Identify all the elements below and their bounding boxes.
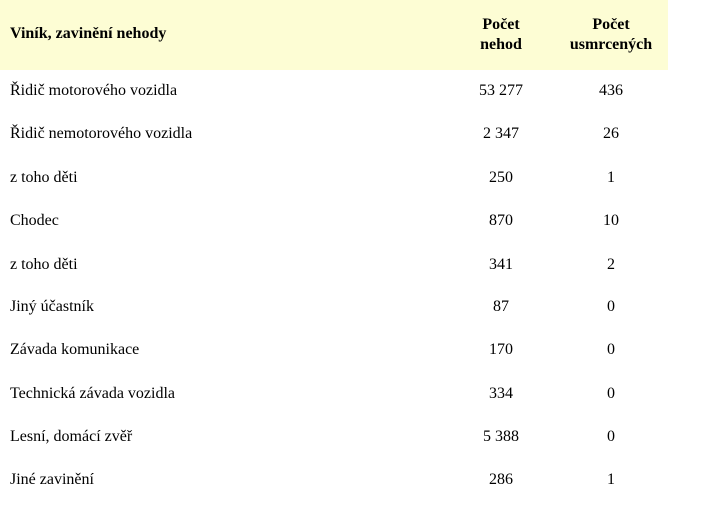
header-death-count-line1: Počet [592, 16, 630, 33]
row-label: Chodec [10, 212, 59, 229]
row-accidents: 87 [493, 298, 509, 315]
row-deaths: 1 [607, 471, 615, 488]
row-accidents: 286 [489, 471, 513, 488]
header-death-count [556, 15, 666, 55]
header-accident-count-line1: Počet [482, 16, 520, 33]
row-deaths: 0 [607, 428, 615, 445]
row-accidents: 341 [489, 256, 513, 273]
table-header [0, 0, 668, 70]
table-row [0, 335, 668, 365]
row-label: Jiné zavinění [10, 471, 94, 488]
table-row [0, 76, 668, 106]
row-deaths: 0 [607, 385, 615, 402]
row-accidents: 250 [489, 169, 513, 186]
header-culprit: Viník, zavinění nehody [10, 25, 167, 42]
row-deaths: 10 [603, 212, 619, 229]
table-row [0, 250, 668, 280]
table-row [0, 379, 668, 409]
row-label: Technická závada vozidla [10, 385, 176, 402]
row-deaths: 26 [603, 125, 619, 142]
row-deaths: 2 [607, 256, 615, 273]
row-deaths: 436 [599, 82, 623, 99]
row-label: z toho děti [10, 256, 78, 273]
header-accident-count-line2: nehod [480, 36, 522, 53]
row-accidents: 170 [489, 341, 513, 358]
row-label: Lesní, domácí zvěř [10, 428, 133, 445]
table-row [0, 206, 668, 236]
table-row [0, 465, 668, 495]
row-accidents: 870 [489, 212, 513, 229]
row-label: Řidič nemotorového vozidla [10, 125, 193, 142]
row-deaths: 1 [607, 169, 615, 186]
row-accidents: 5 388 [483, 428, 519, 445]
table-row [0, 292, 668, 322]
row-label: Řidič motorového vozidla [10, 82, 178, 99]
row-label: Závada komunikace [10, 341, 140, 358]
table-row [0, 163, 668, 193]
row-accidents: 2 347 [483, 125, 519, 142]
table-row [0, 422, 668, 452]
row-label: z toho děti [10, 169, 78, 186]
header-death-count-line2: usmrcených [569, 36, 653, 53]
row-accidents: 53 277 [479, 82, 523, 99]
row-label: Jiný účastník [10, 298, 94, 315]
header-accident-count [452, 15, 550, 55]
row-accidents: 334 [489, 385, 513, 402]
row-deaths: 0 [607, 341, 615, 358]
table-row [0, 119, 668, 149]
row-deaths: 0 [607, 298, 615, 315]
